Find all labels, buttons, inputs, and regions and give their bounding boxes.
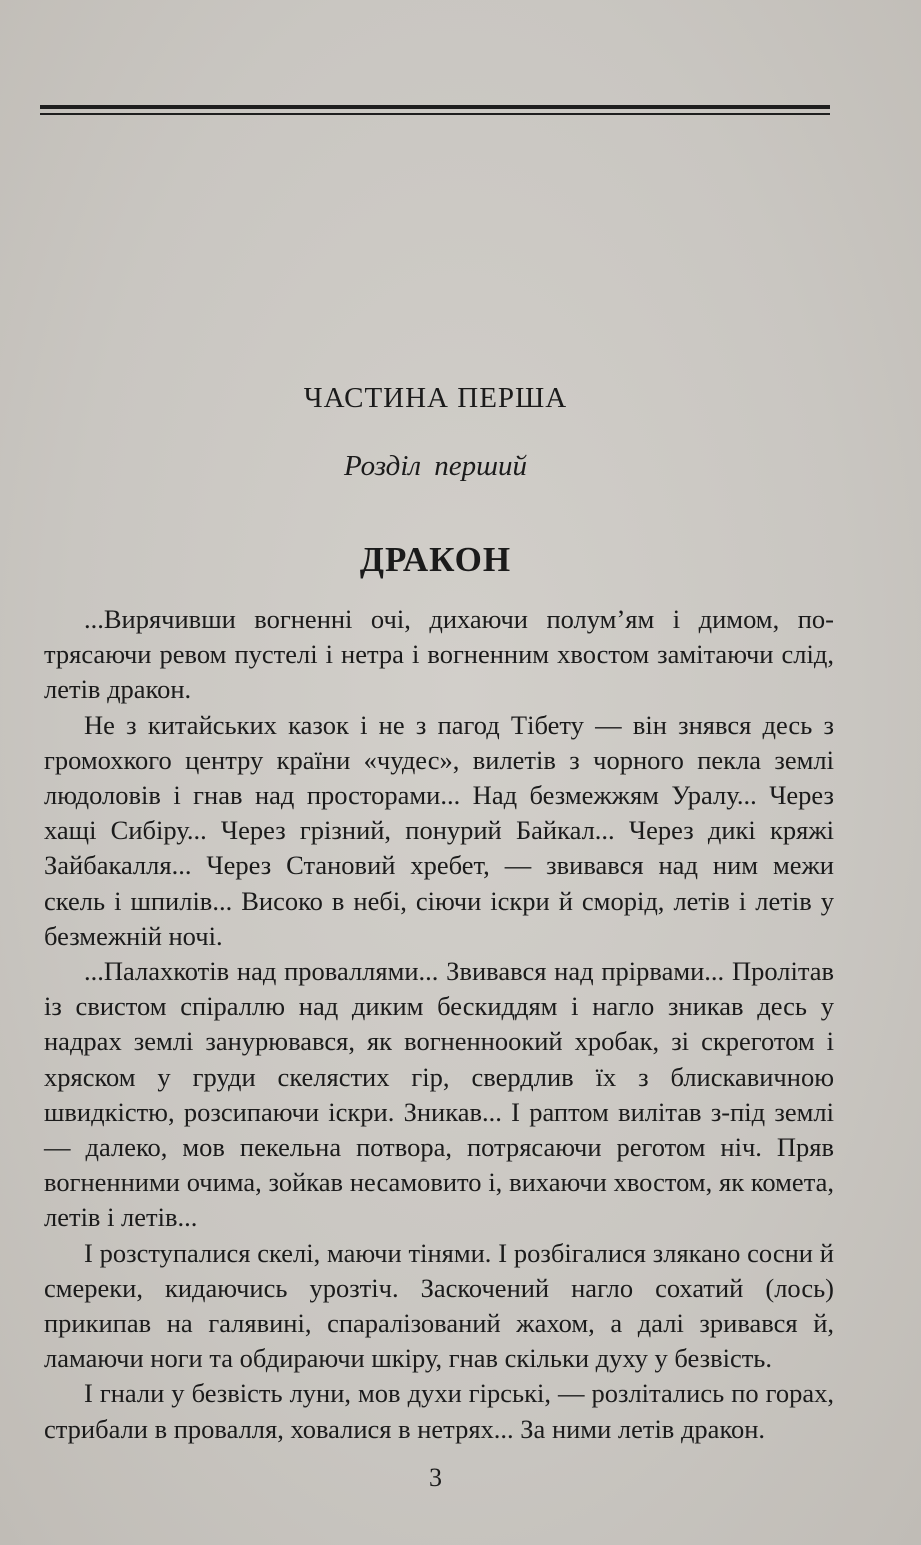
header-rule-thin	[40, 113, 830, 115]
part-title: ЧАСТИНА ПЕРША	[303, 382, 568, 414]
paragraph: І гнали у безвість луни, мов духи гірські, — розлітались по горах, стрибали в провалля, ховалися в нетрях... За ними летів дракон.	[44, 1378, 834, 1444]
chapter-title: Розділ перший	[343, 450, 528, 482]
paragraph: ...Вирячивши вогненні очі, дихаючи полум’ям і димом, потрясаючи ревом пустелі і нетра і вогненним хвостом замітаючи слід, летів дракон.	[44, 604, 834, 705]
body-text	[44, 602, 834, 1447]
page-number: 3	[429, 1463, 442, 1492]
section-title: ДРАКОН	[359, 540, 512, 579]
header-rule-thick	[40, 105, 830, 109]
paragraph: Не з китайських казок і не з пагод Тібету — він знявся десь з громохкого центру країни «чудес», вилетів з чорного пекла землі людоловів і гнав над просторами... Над безмежжям Уралу... Через хащі Сибіру... Через грізний, понурий Байкал... Через дикі кряжі Зайбакалля... Через Становий хребет, — звивався над ним межи скель і шпилів... Високо в небі, сіючи іскри й сморід, летів і летів у безмежній ночі.	[44, 709, 834, 951]
paragraph: І розступалися скелі, маючи тінями. І розбігалися злякано сосни й смереки, кидаючись урозтіч. Заскочений нагло сохатий (лось) прикипав на галявині, спаралізований жахом, а далі зривався й, ламаючи ноги та обдираючи шкіру, гнав скільки духу у безвість.	[44, 1237, 834, 1374]
paragraph: ...Палахкотів над проваллями... Звивався над прірвами... Пролітав із свистом спіраллю над диким бескиддям і нагло зникав десь у надрах землі занурювався, як вогненноокий хробак, зі скреготом і хряском у груди скелястих гір, свердлив їх з блискавичною швидкістю, розсипаючи іскри. Зникав... І раптом вилітав з-під землі — далеко, мов пекельна потвора, потрясаючи реготом ніч. Пряв вогненними очима, зойкав несамовито і, вихаючи хвостом, як комета, летів і летів...	[44, 956, 834, 1233]
